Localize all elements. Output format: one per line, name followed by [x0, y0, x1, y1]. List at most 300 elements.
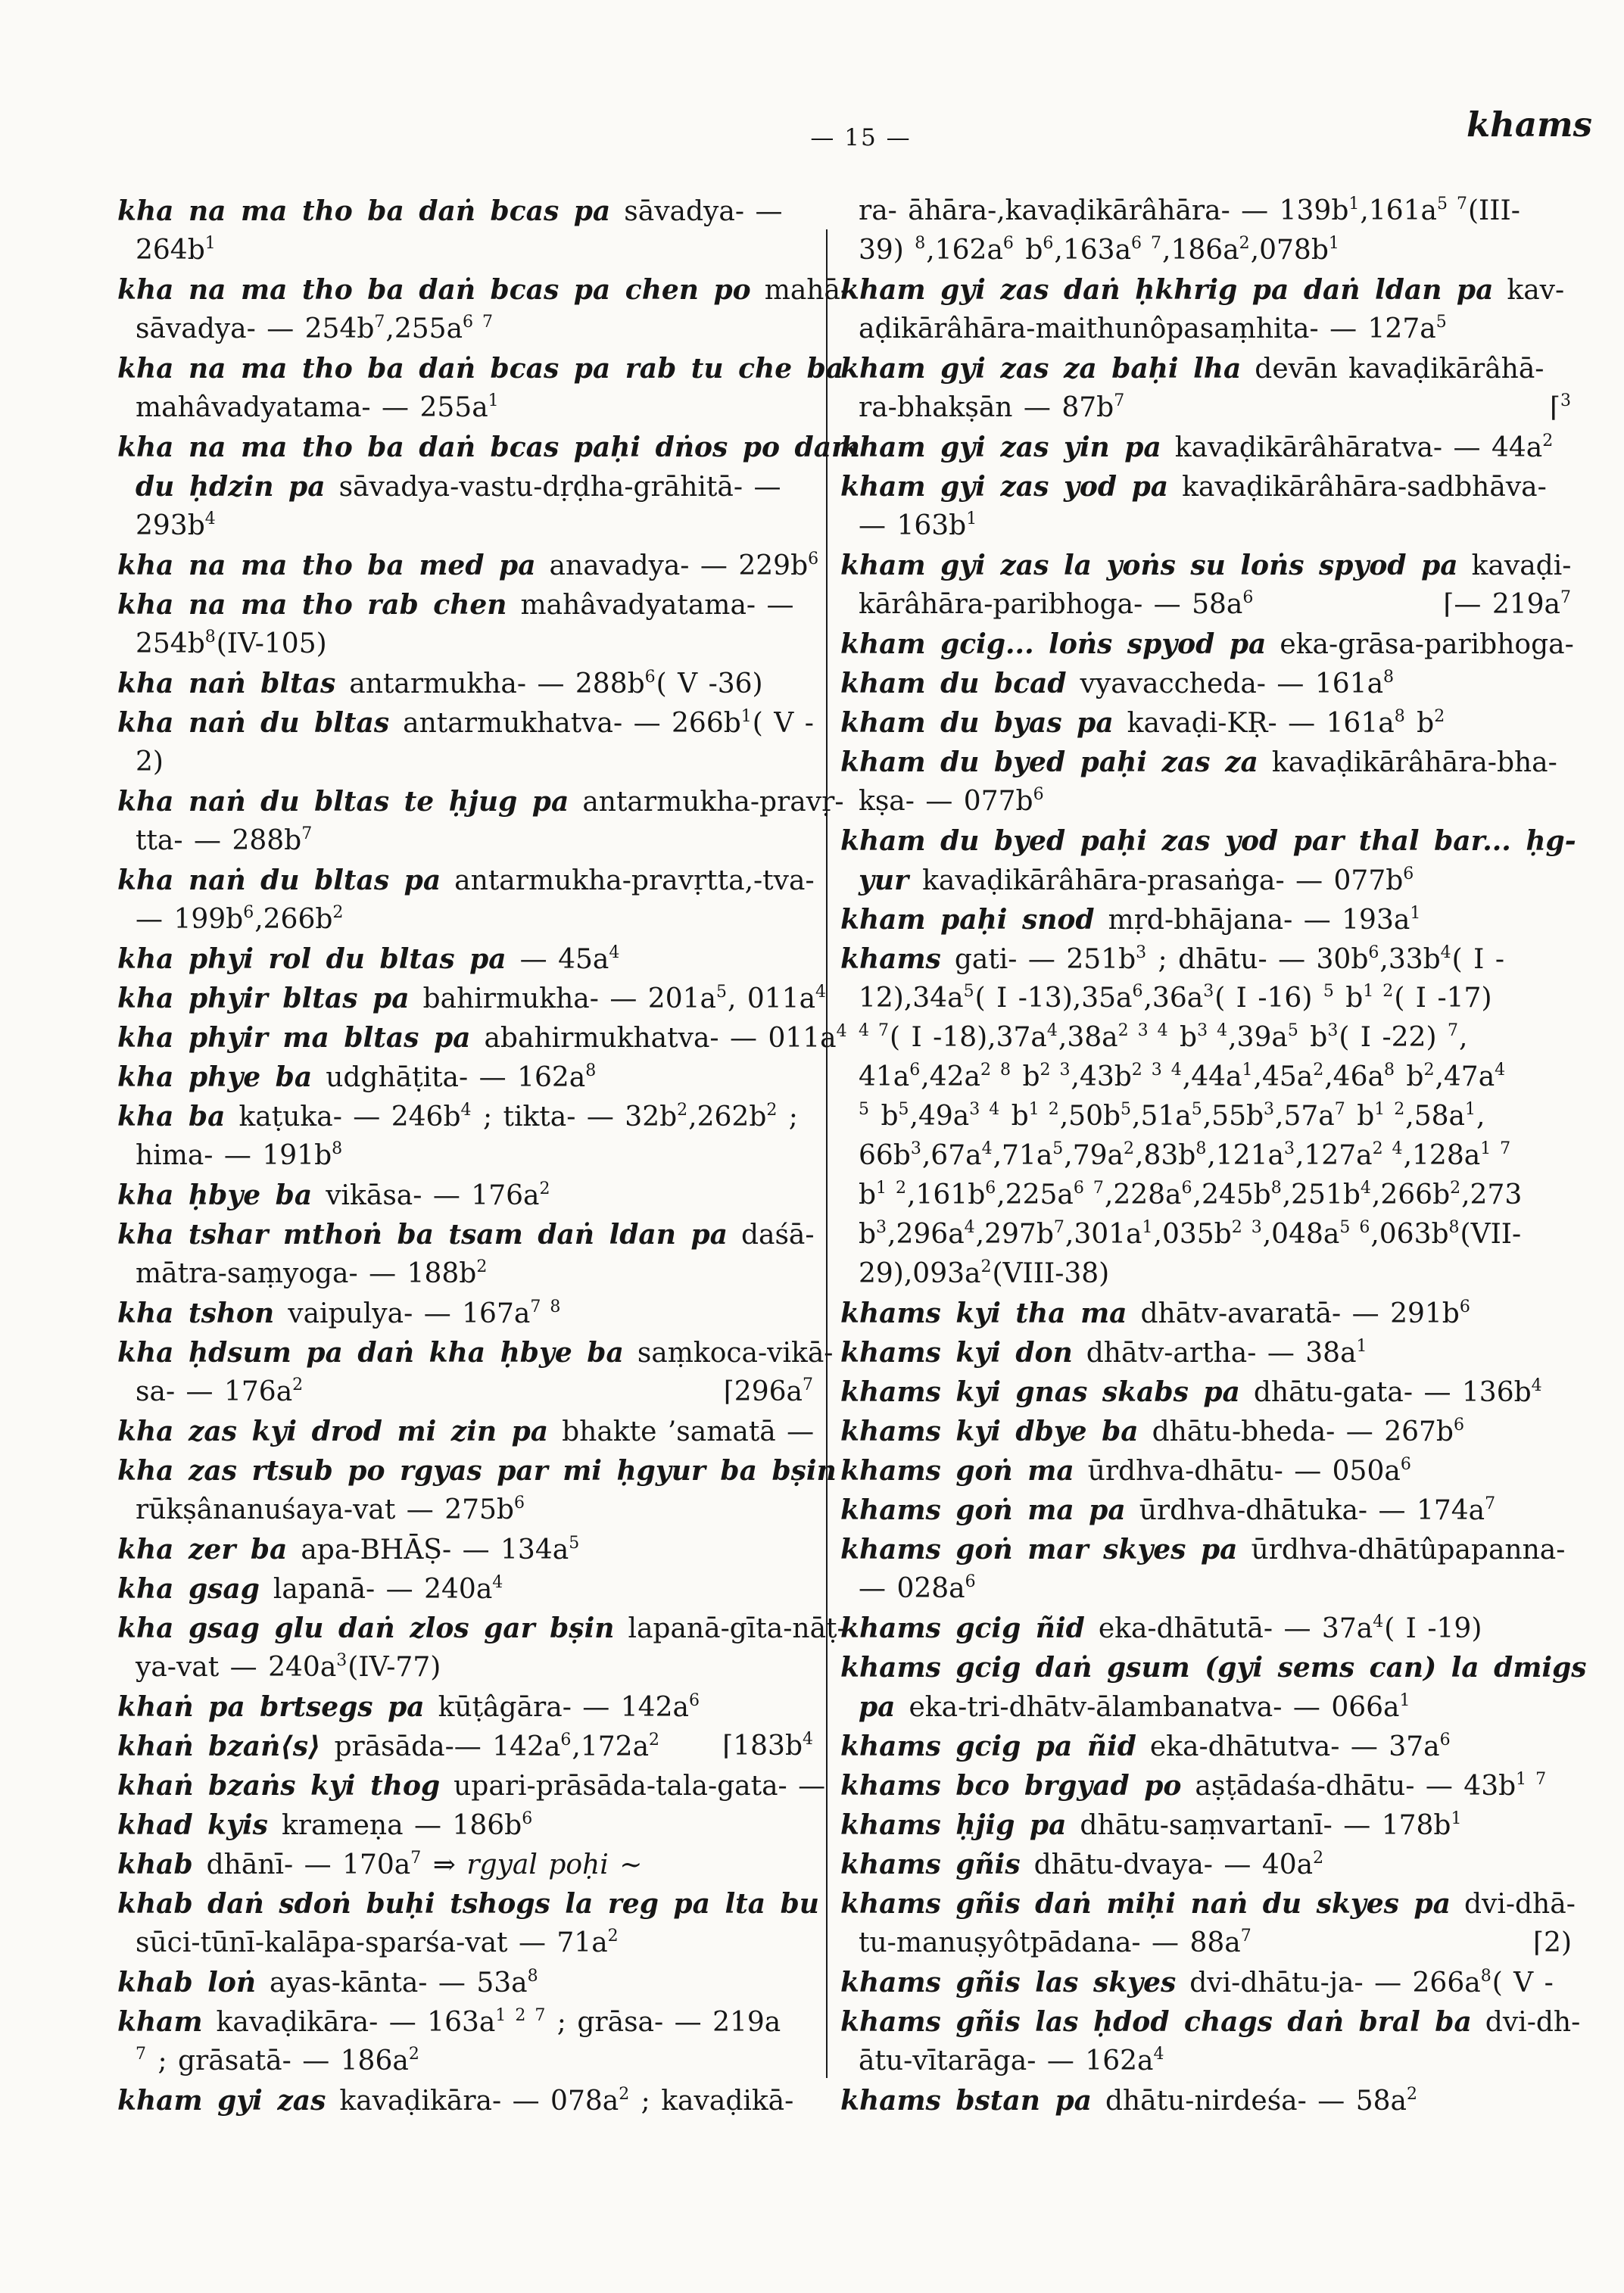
entry-line-main — [859, 1927, 1252, 1958]
entry-line-main — [117, 708, 814, 739]
entry-line — [117, 2042, 814, 2081]
entry-headword: kham du byed paḥi zas za — [840, 746, 1258, 778]
entry-text: lapanā-gīta-nāṭ- — [614, 1613, 846, 1644]
entry-text: kavaḍikārâhāra-bha- — [1258, 747, 1557, 778]
entry-headword: yur — [859, 865, 909, 896]
entry-text: ,50b — [1059, 1101, 1121, 1132]
reference-superscript: 5 6 — [1339, 1218, 1371, 1237]
entry-text: b — [870, 1101, 899, 1132]
entry-line — [117, 1609, 846, 1648]
entry-text: dhātu-gata- — 136b — [1239, 1377, 1532, 1408]
entry-line-main — [859, 313, 1448, 344]
entry-line — [840, 1372, 1572, 1412]
reference-superscript: 6 — [513, 1494, 525, 1513]
entry-text: kṣa- — 077b — [859, 786, 1033, 817]
entry-text: ,273 — [1461, 1179, 1523, 1210]
entry-headword: khams gñis — [840, 1849, 1021, 1880]
entry-line-main — [117, 1731, 660, 1762]
reference-superscript: 1 — [1399, 1691, 1411, 1710]
entry-line — [840, 743, 1572, 782]
reference-superscript: 4 — [1440, 943, 1452, 962]
reference-superscript: 1 — [488, 391, 500, 410]
entry-line — [840, 821, 1576, 861]
entry-line-main — [840, 2007, 1580, 2038]
reference-superscript: 2 — [980, 1257, 993, 1276]
reference-superscript: 6 — [1181, 1179, 1193, 1198]
entry-text: ,57a — [1275, 1101, 1335, 1132]
margin-reference — [724, 1372, 814, 1412]
reference-superscript: 1 — [1451, 1809, 1463, 1828]
reference-superscript: 1 7 — [1516, 1770, 1548, 1789]
entry-text: ; — [778, 1101, 798, 1132]
entry-line — [840, 861, 1572, 900]
reference-superscript: 6 — [985, 1179, 997, 1198]
entry-text: kavaḍi-KṚ- — 161a — [1113, 708, 1395, 739]
entry-line — [117, 743, 814, 782]
entry-headword: kham gcig... loṅs spyod pa — [840, 628, 1267, 660]
entry-line-main — [117, 432, 860, 463]
entry-text: ,078b — [1250, 235, 1329, 266]
entry-line-main — [136, 1927, 619, 1958]
reference-superscript: 5 — [898, 1100, 910, 1119]
entry-headword: khaṅ bzaṅs kyi thog — [117, 1770, 441, 1802]
entry-text: tu-manuṣyôtpādana- — 88a — [859, 1927, 1241, 1958]
entry-text: (III- — [1468, 195, 1520, 226]
reference-superscript: 5 — [859, 1100, 870, 1119]
entry-text: 254b — [136, 628, 205, 659]
reference-superscript: 8 — [1383, 668, 1395, 687]
entry-headword: kham gyi zas la yoṅs su loṅs spyod pa — [840, 550, 1458, 581]
entry-text: b — [1014, 235, 1043, 266]
entry-text: ,44a — [1182, 1061, 1242, 1092]
entry-text: bhakte ’samatā — — [548, 1416, 815, 1447]
reference-superscript: 4 — [460, 1101, 472, 1120]
reference-superscript: 2 — [1313, 1061, 1325, 1080]
entry-line-main — [117, 1967, 539, 1999]
entry-line-main — [136, 904, 344, 935]
entry-line-main — [117, 590, 794, 621]
entry-text: ; grāsa- — 219a — [546, 2007, 781, 2038]
entry-line — [840, 2081, 1572, 2120]
entry-headword: khams gcig ñid — [840, 1612, 1085, 1644]
entry-line-main — [136, 313, 494, 344]
entry-line-main — [840, 944, 1504, 975]
entry-line-main — [136, 825, 313, 856]
reference-superscript: 8 — [1448, 1218, 1460, 1237]
reference-superscript: 7 — [374, 313, 386, 332]
reference-superscript: 5 — [963, 982, 975, 1001]
entry-line — [117, 585, 814, 625]
entry-line — [117, 1176, 814, 1215]
entry-text: b — [1168, 1022, 1198, 1053]
entry-text: ,162a — [926, 235, 1003, 266]
entry-headword: kha na ma tho ba med pa — [117, 550, 536, 581]
entry-line-main — [117, 865, 815, 896]
reference-superscript: 8 — [1480, 1967, 1492, 1986]
entry-line — [840, 310, 1572, 349]
reference-superscript: 2 4 — [1372, 1139, 1404, 1158]
entry-headword: khaṅ bzaṅ⟨s⟩ — [117, 1731, 321, 1762]
entry-text: antarmukha-pravṛ- — [569, 787, 844, 818]
entry-text: ,296a — [887, 1219, 965, 1250]
entry-line-main — [840, 1377, 1543, 1408]
reference-superscript: 4 — [1531, 1376, 1543, 1395]
reference-superscript: 1 — [1348, 195, 1361, 213]
reference-superscript: 6 — [808, 550, 820, 569]
reference-superscript: 1 — [1464, 1100, 1476, 1119]
reference-superscript: 6 — [909, 1061, 921, 1080]
entry-line — [840, 2042, 1572, 2081]
entry-text: dhātv-avaratā- — 291b — [1127, 1298, 1460, 1329]
entry-headword: khams ḥjig pa — [840, 1809, 1067, 1841]
entry-headword: khams gñis las skyes — [840, 1967, 1177, 1999]
entry-line-main — [859, 786, 1045, 817]
entry-line-main — [117, 1062, 597, 1093]
reference-superscript: 2 — [1423, 1061, 1435, 1080]
reference-superscript: 6 — [560, 1731, 572, 1749]
reference-superscript: 8 — [527, 1967, 539, 1986]
entry-text: ,49a — [909, 1101, 970, 1132]
entry-text: kavaḍi- — [1457, 550, 1572, 581]
entry-text: sāvadya- — — [610, 196, 783, 227]
reference-superscript: 4 — [204, 509, 217, 528]
entry-text: ,245b — [1192, 1179, 1271, 1210]
entry-text: rūkṣânanuśaya-vat — 275b — [136, 1494, 514, 1525]
entry-text: kūṭâgāra- — 142a — [424, 1692, 689, 1723]
entry-line — [117, 467, 814, 506]
entry-line-main — [117, 668, 763, 699]
entry-text: ūrdhva-dhātu- — 050a — [1074, 1456, 1401, 1487]
reference-superscript: 6 — [522, 1809, 534, 1828]
reference-superscript: 4 — [1360, 1179, 1372, 1198]
reference-superscript: 3 — [1264, 1100, 1276, 1119]
entry-line-main — [859, 865, 1414, 896]
reference-superscript: 4 — [815, 983, 828, 1002]
entry-headword: kham gyi zas yin pa — [840, 431, 1161, 463]
entry-text: kārâhāra-paribhoga- — 58a — [859, 589, 1243, 620]
reference-superscript: 6 — [1403, 865, 1415, 883]
reference-superscript: 2 — [539, 1179, 551, 1198]
entry-headword: khab daṅ sdoṅ buḥi tshogs la reg pa lta bu — [117, 1888, 819, 1920]
entry-line-main — [840, 1653, 1587, 1684]
entry-text: sūci-tūnī-kalāpa-sparśa-vat — 71a — [136, 1927, 608, 1958]
entry-line — [840, 1884, 1576, 1924]
entry-line — [117, 1372, 814, 1412]
entry-text: b — [859, 1179, 877, 1210]
reference-superscript: 8 — [1195, 1139, 1208, 1158]
reference-superscript: 2 3 — [1040, 1061, 1071, 1080]
entry-line — [840, 1018, 1572, 1058]
entry-text: ya-vat — 240a — [136, 1652, 337, 1683]
entry-headword: khams goṅ ma pa — [840, 1494, 1126, 1526]
entry-headword: kha phyir bltas pa — [117, 983, 410, 1014]
entry-line-main — [859, 983, 1492, 1014]
entry-line-main — [117, 1220, 815, 1251]
entry-line — [117, 1727, 814, 1766]
entry-headword: khams kyi dbye ba — [840, 1416, 1139, 1447]
margin-reference — [722, 1727, 814, 1766]
entry-line — [840, 1845, 1572, 1884]
reference-superscript: 7 — [803, 1375, 814, 1394]
entry-text: mṛd-bhājana- — 193a — [1094, 905, 1410, 936]
entry-text: dhānī- — 170a — [192, 1849, 411, 1880]
entry-headword: kha naṅ du bltas te ḥjug pa — [117, 786, 569, 818]
entry-line-main — [840, 708, 1445, 739]
reference-superscript: 4 — [836, 1022, 848, 1041]
page-number: — 15 — — [810, 124, 912, 151]
reference-superscript: 5 7 — [1437, 195, 1469, 213]
entry-headword: kham gyi zas daṅ ḥkhrig pa daṅ ldan pa — [840, 274, 1494, 306]
reference-superscript: 5 — [1191, 1100, 1203, 1119]
entry-text: ,47a — [1435, 1061, 1495, 1092]
entry-headword: kham gyi zas — [117, 2085, 326, 2117]
reference-superscript: 3 — [876, 1218, 888, 1237]
entry-text: antarmukha-pravṛtta,-tva- — [441, 865, 815, 896]
entry-line — [117, 1333, 834, 1372]
entry-text: ,301a — [1064, 1219, 1142, 1250]
entry-text: ,048a — [1262, 1219, 1340, 1250]
entry-line-main — [117, 1298, 561, 1329]
entry-line — [117, 1215, 814, 1254]
entry-line — [117, 1058, 814, 1097]
entry-text: saṃkoca-vikā- — [623, 1338, 834, 1369]
entry-headword: khams gcig pa ñid — [840, 1731, 1136, 1762]
reference-superscript: 6 — [644, 668, 656, 687]
reference-superscript: 1 2 7 — [495, 2006, 547, 2025]
reference-superscript: 6 — [1453, 1416, 1465, 1435]
reference-superscript: 2 — [607, 1927, 619, 1946]
entry-text: b — [859, 1219, 877, 1250]
entry-text: dhātu-dvaya- — 40a — [1020, 1849, 1314, 1880]
entry-text: ,55b — [1202, 1101, 1264, 1132]
right-column — [840, 192, 1587, 2120]
entry-text: mahā- — [750, 275, 850, 306]
entry-headword: khaṅ pa brtsegs pa — [117, 1691, 425, 1723]
entry-headword: kham du bcad — [840, 668, 1067, 699]
entry-line — [117, 270, 850, 310]
entry-text: 66b — [859, 1140, 911, 1171]
entry-text: ,255a — [385, 313, 463, 344]
entry-line-main — [117, 944, 620, 975]
entry-text: devān kavaḍikārâhā- — [1241, 354, 1545, 385]
entry-text: ,163a — [1054, 235, 1132, 266]
reference-superscript: 2 — [1124, 1139, 1136, 1158]
entry-text: tta- — 288b — [136, 825, 302, 856]
entry-line-main — [859, 1219, 1521, 1250]
entry-text: udghāṭita- — 162a — [312, 1062, 586, 1093]
entry-line-main — [840, 275, 1564, 306]
reference-superscript: 6 — [965, 1572, 977, 1591]
entry-line — [840, 703, 1572, 743]
entry-line-main — [859, 1573, 977, 1604]
reference-superscript: 7 — [1334, 1100, 1346, 1119]
reference-superscript: 3 4 — [969, 1100, 1001, 1119]
reference-superscript: 2 — [649, 1731, 661, 1749]
reference-superscript: 2 — [766, 1101, 778, 1120]
entry-headword: kham du byed paḥi zas yod par thal bar... ḥg- — [840, 825, 1576, 857]
entry-line-main — [117, 1416, 814, 1447]
entry-line — [117, 1569, 814, 1609]
reference-superscript: 4 7 — [859, 1021, 890, 1040]
entry-text: kavaḍikāra- — 163a — [202, 2007, 496, 2038]
entry-headword: kham gyi zas yod pa — [840, 471, 1169, 503]
reference-superscript: 1 7 — [1480, 1139, 1512, 1158]
reference-superscript: 1 2 — [1363, 982, 1395, 1001]
reference-superscript: 1 — [1356, 1337, 1368, 1356]
entry-line — [117, 1687, 814, 1727]
margin-reference — [1443, 585, 1572, 625]
entry-text: ,58a — [1405, 1101, 1465, 1132]
entry-headword: kha tshar mthoṅ ba tsam daṅ ldan pa — [117, 1219, 728, 1251]
entry-line-main — [859, 1179, 1522, 1210]
entry-line-main — [117, 1338, 833, 1369]
entry-text: ,161a — [1360, 195, 1438, 226]
reference-superscript: 6 — [1368, 943, 1380, 962]
reference-superscript: 6 — [1459, 1298, 1471, 1316]
entry-text: ,266b — [1371, 1179, 1451, 1210]
entry-text: daśā- — [727, 1220, 815, 1251]
entry-headword: khams bco brgyad po — [840, 1770, 1182, 1802]
entry-text: abahirmukhatva- — 011a — [470, 1023, 837, 1054]
entry-line-main — [117, 2086, 793, 2117]
entry-line-main — [117, 275, 849, 306]
entry-text: ⇒ — [422, 1849, 467, 1880]
entry-text: ,262b — [688, 1101, 767, 1132]
entry-headword: kha zer ba — [117, 1534, 288, 1566]
entry-line — [117, 1924, 814, 1963]
entry-line — [840, 467, 1572, 506]
entry-line-main — [117, 1023, 848, 1054]
reference-superscript: 2 3 4 — [1117, 1021, 1169, 1040]
entry-headword: kha na ma tho rab chen — [117, 589, 507, 621]
entry-line — [840, 1963, 1572, 2002]
entry-headword: kha na ma tho ba daṅ bcas pa rab tu che ba — [117, 353, 844, 385]
entry-text: b — [1011, 1061, 1040, 1092]
entry-line — [117, 192, 814, 231]
entry-line-main — [117, 354, 843, 385]
entry-text: ; kavaḍikā- — [630, 2086, 794, 2117]
entry-text: ⌈2) — [1533, 1927, 1572, 1958]
entry-line-main — [117, 1849, 642, 1880]
entry-line — [117, 782, 844, 821]
reference-superscript: 6 — [1033, 785, 1045, 804]
entry-line — [840, 1136, 1572, 1176]
reference-superscript: 2 — [1313, 1849, 1325, 1868]
entry-headword: du ḥdzin pa — [136, 471, 326, 503]
reference-superscript: 5 — [1287, 1021, 1299, 1040]
reference-superscript: 2 — [476, 1257, 488, 1276]
entry-line-main — [840, 747, 1557, 778]
reference-superscript: 7 — [1560, 588, 1572, 607]
entry-headword: khams gñis daṅ miḥi naṅ du skyes pa — [840, 1888, 1451, 1920]
entry-text: 2) — [136, 746, 164, 777]
entry-text: vaipulya- — 167a — [274, 1298, 531, 1329]
entry-line-main — [840, 472, 1547, 503]
entry-text: , — [1458, 1022, 1468, 1053]
reference-superscript: 6 7 — [1073, 1179, 1105, 1198]
entry-line — [840, 192, 1572, 231]
entry-line — [840, 388, 1572, 428]
reference-superscript: 6 — [243, 903, 255, 922]
entry-line — [840, 585, 1572, 625]
entry-line — [117, 349, 844, 388]
entry-text: ( I -22) — [1339, 1022, 1448, 1053]
reference-superscript: 4 — [1046, 1021, 1058, 1040]
entry-text: hima- — 191b — [136, 1140, 332, 1171]
entry-text: dhātu-nirdeśa- — 58a — [1091, 2086, 1407, 2117]
entry-line — [840, 1412, 1572, 1451]
entry-line — [840, 1097, 1572, 1136]
entry-text: mahâvadyatama- — — [507, 590, 794, 621]
entry-text: kavaḍikārâhāratva- — 44a — [1161, 432, 1543, 463]
entry-line — [117, 939, 814, 979]
entry-text: ayas-kānta- — 53a — [256, 1967, 528, 1999]
entry-text: ; grāsatā- — 186a — [147, 2045, 409, 2076]
entry-line — [117, 1845, 814, 1884]
entry-text: gati- — 251b — [940, 944, 1136, 975]
entry-line-main — [840, 354, 1544, 385]
entry-text: mātra-saṃyoga- — 188b — [136, 1258, 477, 1289]
entry-line-main — [859, 235, 1340, 266]
entry-text: ,035b — [1153, 1219, 1232, 1250]
entry-text: 293b — [136, 510, 205, 541]
entry-line — [840, 1727, 1572, 1766]
entry-line-main — [117, 2007, 781, 2038]
reference-superscript: 2 — [677, 1101, 689, 1120]
entry-line — [117, 1097, 814, 1136]
reference-superscript: 5 — [715, 983, 728, 1002]
entry-headword: kha zas rtsub po rgyas par mi ḥgyur ba bṣin — [117, 1455, 837, 1487]
entry-text: prāsāda-— 142a — [320, 1731, 561, 1762]
entry-line-main — [840, 1967, 1554, 1999]
entry-line-main — [859, 1258, 1109, 1289]
entry-line-main — [117, 1613, 846, 1644]
entry-line — [117, 506, 814, 546]
entry-line — [117, 625, 814, 664]
reference-superscript: 3 — [1136, 943, 1148, 962]
entry-line-main — [136, 235, 217, 266]
entry-text: bahirmukha- — 201a — [409, 983, 716, 1014]
entry-line — [840, 506, 1572, 546]
entry-line-main — [840, 1731, 1451, 1762]
entry-line-main — [136, 1258, 488, 1289]
entry-text: ,71a — [993, 1140, 1053, 1171]
entry-line — [117, 1018, 848, 1058]
reference-superscript: 3 — [910, 1139, 922, 1158]
entry-line — [840, 900, 1572, 939]
entry-text: (VII- — [1460, 1219, 1522, 1250]
entry-text: ( I - — [1451, 944, 1504, 975]
reference-superscript: 3 — [1327, 1021, 1339, 1040]
entry-text: — 45a — [506, 944, 609, 975]
entry-text: — 028a — [859, 1573, 965, 1604]
entry-line — [840, 1451, 1572, 1491]
entry-text: dhātu-bheda- — 267b — [1138, 1416, 1454, 1447]
entry-text: ,186a — [1162, 235, 1239, 266]
reference-superscript: 3 — [336, 1651, 348, 1670]
entry-text: ,43b — [1071, 1061, 1132, 1092]
entry-line-main — [840, 1889, 1576, 1920]
entry-line — [117, 546, 820, 585]
reference-superscript: 1 — [740, 707, 753, 726]
entry-text: ,33b — [1379, 944, 1441, 975]
reference-superscript: 8 — [1394, 707, 1406, 726]
reference-superscript: 2 3 4 — [1131, 1061, 1183, 1080]
reference-superscript: 4 — [1373, 1612, 1385, 1631]
entry-text: b — [1345, 1101, 1375, 1132]
entry-line-main — [117, 1889, 819, 1920]
entry-line-main — [117, 1180, 550, 1211]
